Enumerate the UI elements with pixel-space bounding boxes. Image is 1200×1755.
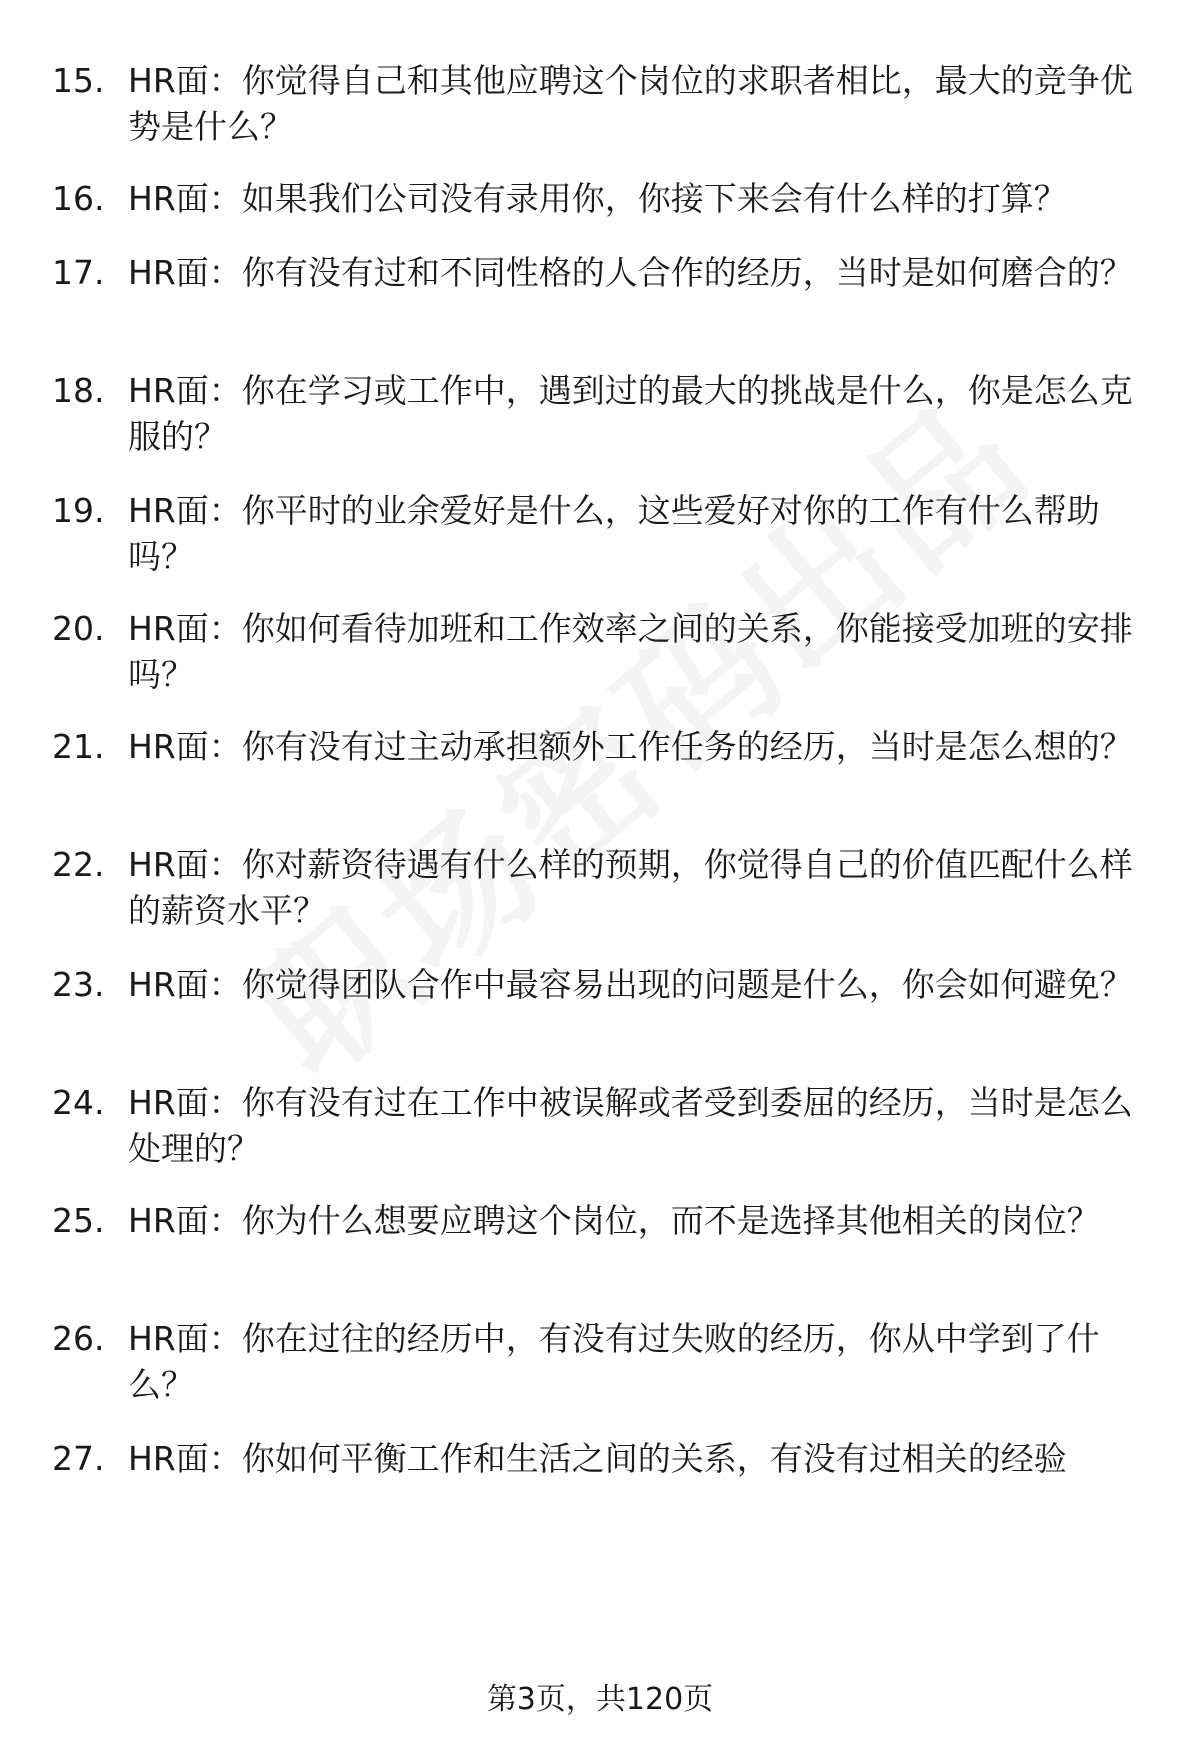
question-text: HR面：你在学习或工作中，遇到过的最大的挑战是什么，你是怎么克服的？	[128, 371, 1133, 456]
question-number: 20.	[52, 609, 105, 648]
question-text: HR面：你在过往的经历中，有没有过失败的经历，你从中学到了什么？	[128, 1319, 1100, 1404]
question-text: HR面：你觉得团队合作中最容易出现的问题是什么，你会如何避免？	[128, 965, 1133, 1004]
question-text: HR面：你有没有过在工作中被误解或者受到委屈的经历，当时是怎么处理的？	[128, 1083, 1133, 1168]
question-number: 19.	[52, 491, 105, 530]
question-text: HR面：你为什么想要应聘这个岗位，而不是选择其他相关的岗位？	[128, 1201, 1100, 1240]
question-number: 24.	[52, 1083, 105, 1122]
question-number: 27.	[52, 1439, 105, 1478]
question-number: 17.	[52, 253, 105, 292]
question-number: 25.	[52, 1201, 105, 1240]
question-text: HR面：你有没有过和不同性格的人合作的经历，当时是如何磨合的？	[128, 253, 1133, 292]
question-number: 21.	[52, 727, 105, 766]
question-number: 15.	[52, 61, 105, 100]
question-text: HR面：你有没有过主动承担额外工作任务的经历，当时是怎么想的？	[128, 727, 1133, 766]
question-text: HR面：你如何平衡工作和生活之间的关系，有没有过相关的经验	[128, 1439, 1067, 1478]
question-text: HR面：你对薪资待遇有什么样的预期，你觉得自己的价值匹配什么样的薪资水平？	[128, 845, 1133, 930]
question-number: 18.	[52, 371, 105, 410]
question-number: 16.	[52, 179, 105, 218]
question-number: 23.	[52, 965, 105, 1004]
question-text: HR面：如果我们公司没有录用你，你接下来会有什么样的打算？	[128, 179, 1067, 218]
question-number: 26.	[52, 1319, 105, 1358]
question-text: HR面：你觉得自己和其他应聘这个岗位的求职者相比，最大的竞争优势是什么？	[128, 61, 1133, 146]
page-number: 第3页，共120页	[486, 1682, 714, 1717]
question-text: HR面：你如何看待加班和工作效率之间的关系，你能接受加班的安排吗？	[128, 609, 1133, 694]
question-text: HR面：你平时的业余爱好是什么，这些爱好对你的工作有什么帮助吗？	[128, 491, 1100, 576]
question-number: 22.	[52, 845, 105, 884]
